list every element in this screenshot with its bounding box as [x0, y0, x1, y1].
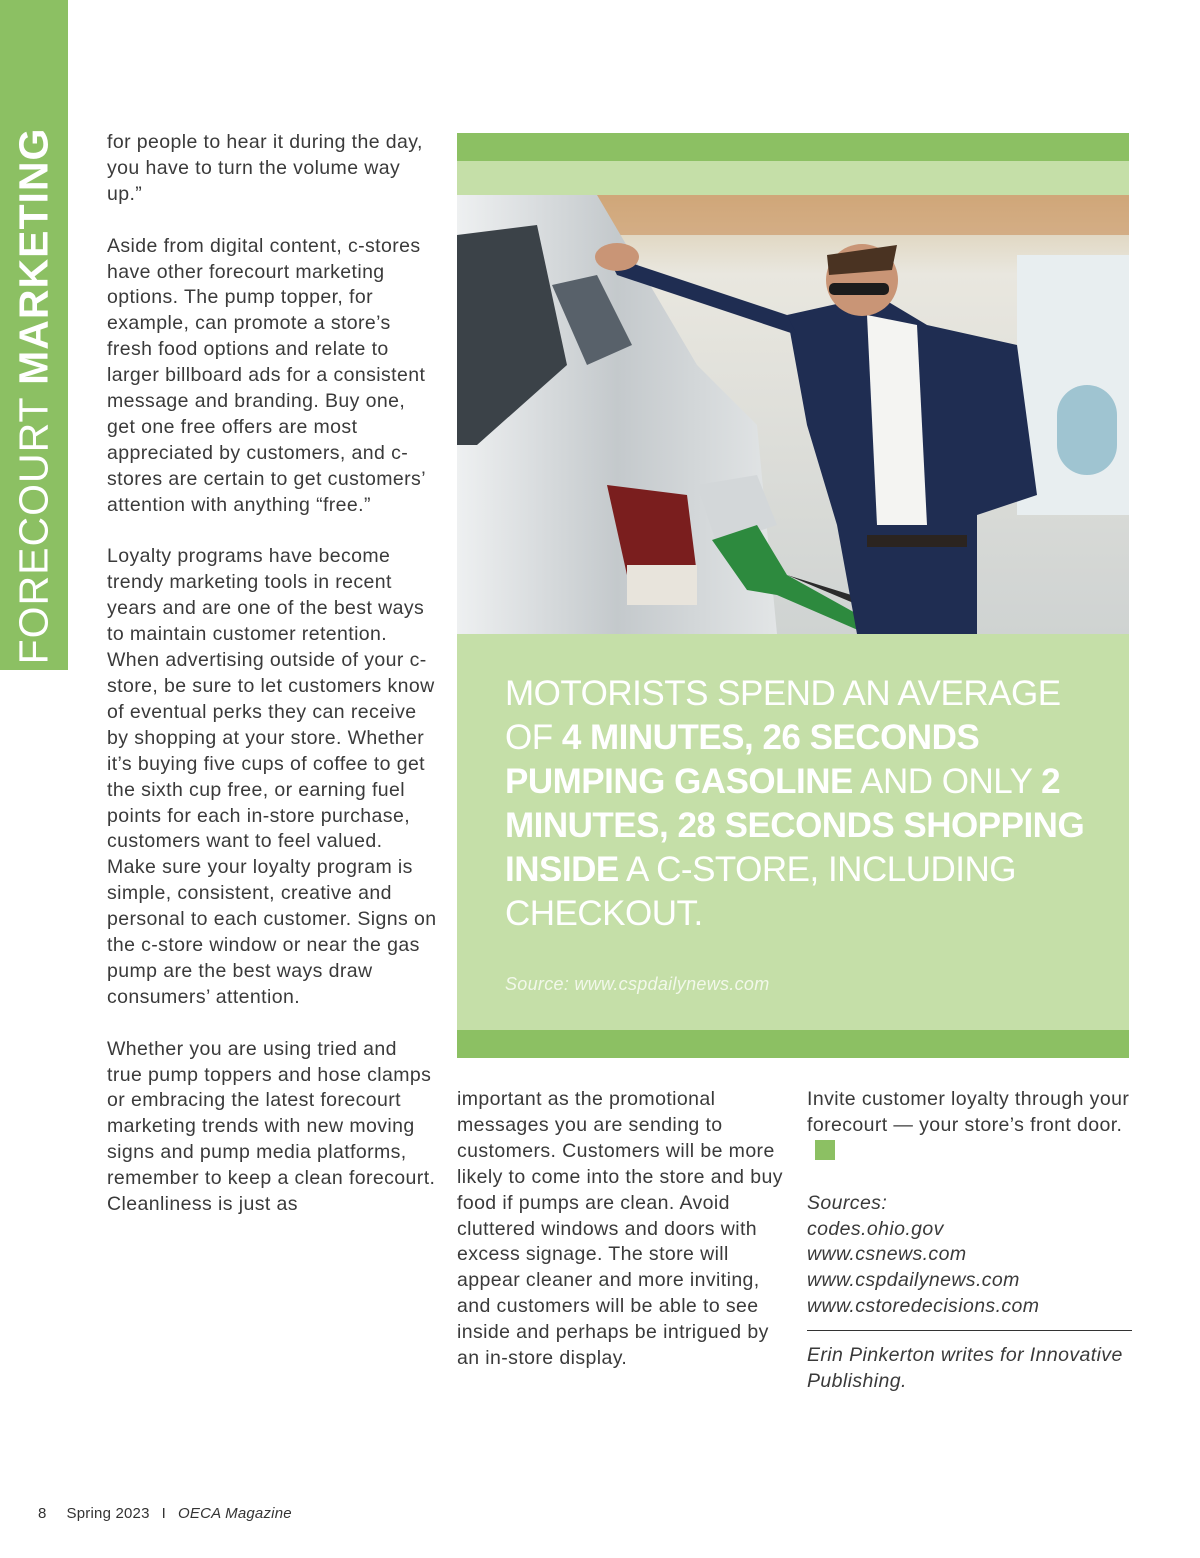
callout-bold: 2 MINUTES, 28 SECONDS SHOPPING INSIDE — [505, 762, 1085, 889]
closing-paragraph — [807, 1087, 1132, 1165]
section-title-bold: MARKETING — [10, 127, 57, 385]
man-pumping-gas-photo — [457, 195, 1129, 634]
end-mark-icon — [815, 1140, 835, 1160]
source-item: codes.ohio.gov — [807, 1217, 944, 1240]
callout-part: MOTORISTS SPEND AN AVERAGE OF — [505, 674, 1061, 757]
magazine-name: OECA Magazine — [178, 1505, 292, 1522]
sidebar-top-band-light — [457, 161, 1129, 195]
footer-separator: I — [161, 1505, 167, 1522]
sidebar-bottom-band — [457, 1030, 1129, 1058]
callout-bold: 4 MINUTES, 26 SECONDS PUMPING GASOLINE — [505, 718, 980, 801]
page-number: 8 — [38, 1505, 47, 1522]
source-item: www.cspdailynews.com — [807, 1269, 1020, 1292]
paragraph: Whether you are using tried and true pump toppers and hose clamps or embracing the latest forecourt marketing trends with new moving signs and pump media platforms, remember to keep a clean forecourt. Cleanliness is just as — [107, 1037, 436, 1216]
stat-callout — [457, 634, 1129, 1030]
section-title — [10, 127, 57, 665]
callout-part: A C-STORE, INCLUDING CHECKOUT. — [505, 850, 1016, 933]
page-footer — [38, 1505, 292, 1522]
paragraph: Aside from digital content, c-stores have other forecourt marketing options. The pump topper, for example, can promote a store’s fresh food options and relate to larger billboard ads for a consistent message and branding. Buy one, get one free offers are most appreciated by customers, and c-stores are certain to get customers’ attention with anything “free.” — [107, 234, 426, 516]
callout-text — [505, 672, 1105, 936]
callout-source: Source: www.cspdailynews.com — [505, 974, 770, 994]
sources-list — [807, 1191, 1132, 1321]
side-tab — [0, 0, 68, 670]
closing-text: Invite customer loyalty through your forecourt — your store’s front door. — [807, 1088, 1130, 1136]
paragraph: Loyalty programs have become trendy marketing tools in recent years and are one of the best ways to maintain customer retention. When advertising outside of your c-store, be sure to let customers know of eventual perks they can receive by shopping at your store. Whether it’s buying five cups of coffee to get the sixth cup free, or earning fuel points for each in-store purchase, customers want to feel valued. Make sure your loyalty program is simple, consistent, creative and personal to each customer. Signs on the c-store window or near the gas pump are the best ways draw consumers’ attention. — [107, 545, 437, 1008]
article-column-1 — [107, 130, 437, 1244]
issue-date: Spring 2023 — [66, 1505, 150, 1522]
source-item: www.csnews.com — [807, 1243, 967, 1266]
photo-illustration — [457, 195, 1129, 634]
section-title-light: FORECOURT — [10, 397, 57, 665]
author-byline: Erin Pinkerton writes for Innovative Publishing. — [807, 1344, 1123, 1393]
divider — [807, 1330, 1132, 1331]
callout-part: AND ONLY — [852, 762, 1042, 801]
paragraph: for people to hear it during the day, you have to turn the volume way up.” — [107, 131, 423, 205]
article-column-2 — [457, 1087, 787, 1398]
paragraph: important as the promotional messages you are sending to customers. Customers will be more likely to come into the store and buy food if pumps are clean. Avoid cluttered windows and doors with excess signage. The store will appear cleaner and more inviting, and customers will be able to see inside and perhaps be intrigued by an in-store display. — [457, 1088, 783, 1370]
sidebar-top-band — [457, 133, 1129, 161]
source-item: www.cstoredecisions.com — [807, 1295, 1040, 1318]
article-column-3 — [807, 1087, 1132, 1395]
sources-label: Sources: — [807, 1191, 888, 1214]
